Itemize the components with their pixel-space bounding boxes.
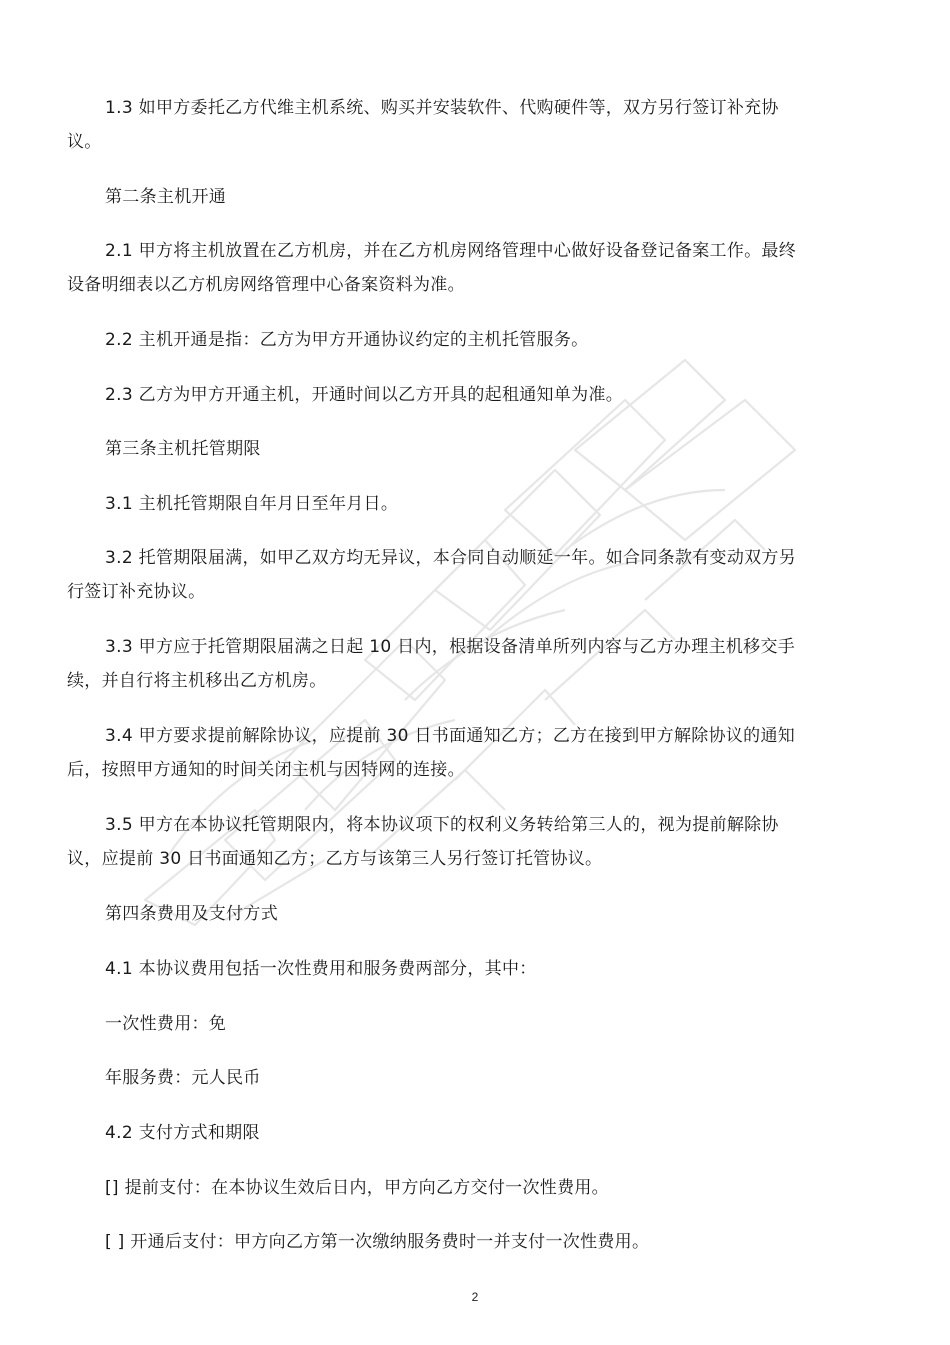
article-3-heading: 第三条主机托管期限 [105, 439, 261, 459]
clause-1-3-line-2: 议。 [67, 132, 102, 152]
clause-4-1: 4.1 本协议费用包括一次性费用和服务费两部分，其中： [105, 959, 537, 979]
clause-2-2: 2.2 主机开通是指：乙方为甲方开通协议约定的主机托管服务。 [105, 330, 589, 350]
clause-3-3-line-2: 续，并自行将主机移出乙方机房。 [67, 671, 327, 691]
clause-1-3-line-1: 1.3 如甲方委托乙方代维主机系统、购买并安装软件、代购硬件等，双方另行签订补充协 [105, 98, 779, 118]
annual-service-fee-line: 年服务费：元人民币 [105, 1068, 261, 1088]
clause-3-4-line-2: 后，按照甲方通知的时间关闭主机与因特网的连接。 [67, 760, 465, 780]
clause-2-1-line-1: 2.1 甲方将主机放置在乙方机房，并在乙方机房网络管理中心做好设备登记备案工作。最终 [105, 241, 797, 261]
clause-3-1: 3.1 主机托管期限自年月日至年月日。 [105, 494, 399, 514]
clause-2-1-line-2: 设备明细表以乙方机房网络管理中心备案资料为准。 [67, 275, 465, 295]
clause-3-5-line-1: 3.5 甲方在本协议托管期限内，将本协议项下的权利义务转给第三人的，视为提前解除协 [105, 815, 779, 835]
one-time-fee-line: 一次性费用：免 [105, 1014, 227, 1034]
clause-3-2-line-1: 3.2 托管期限届满，如甲乙双方均无异议，本合同自动顺延一年。如合同条款有变动双方另 [105, 548, 797, 568]
page-number: 2 [471, 1290, 479, 1304]
clause-3-5-line-2: 议，应提前 30 日书面通知乙方；乙方与该第三人另行签订托管协议。 [67, 849, 603, 869]
payment-option-after-activation: [ ] 开通后支付：甲方向乙方第一次缴纳服务费时一并支付一次性费用。 [105, 1232, 650, 1252]
clause-4-2: 4.2 支付方式和期限 [105, 1123, 260, 1143]
clause-3-2-line-2: 行签订补充协议。 [67, 582, 206, 602]
clause-2-3: 2.3 乙方为甲方开通主机，开通时间以乙方开具的起租通知单为准。 [105, 385, 624, 405]
clause-3-3-line-1: 3.3 甲方应于托管期限届满之日起 10 日内，根据设备清单所列内容与乙方办理主机移交手 [105, 637, 796, 657]
article-4-heading: 第四条费用及支付方式 [105, 904, 278, 924]
clause-3-4-line-1: 3.4 甲方要求提前解除协议，应提前 30 日书面通知乙方；乙方在接到甲方解除协议的通知 [105, 726, 796, 746]
payment-option-advance: [] 提前支付：在本协议生效后日内，甲方向乙方交付一次性费用。 [105, 1178, 609, 1198]
article-2-heading: 第二条主机开通 [105, 187, 227, 207]
